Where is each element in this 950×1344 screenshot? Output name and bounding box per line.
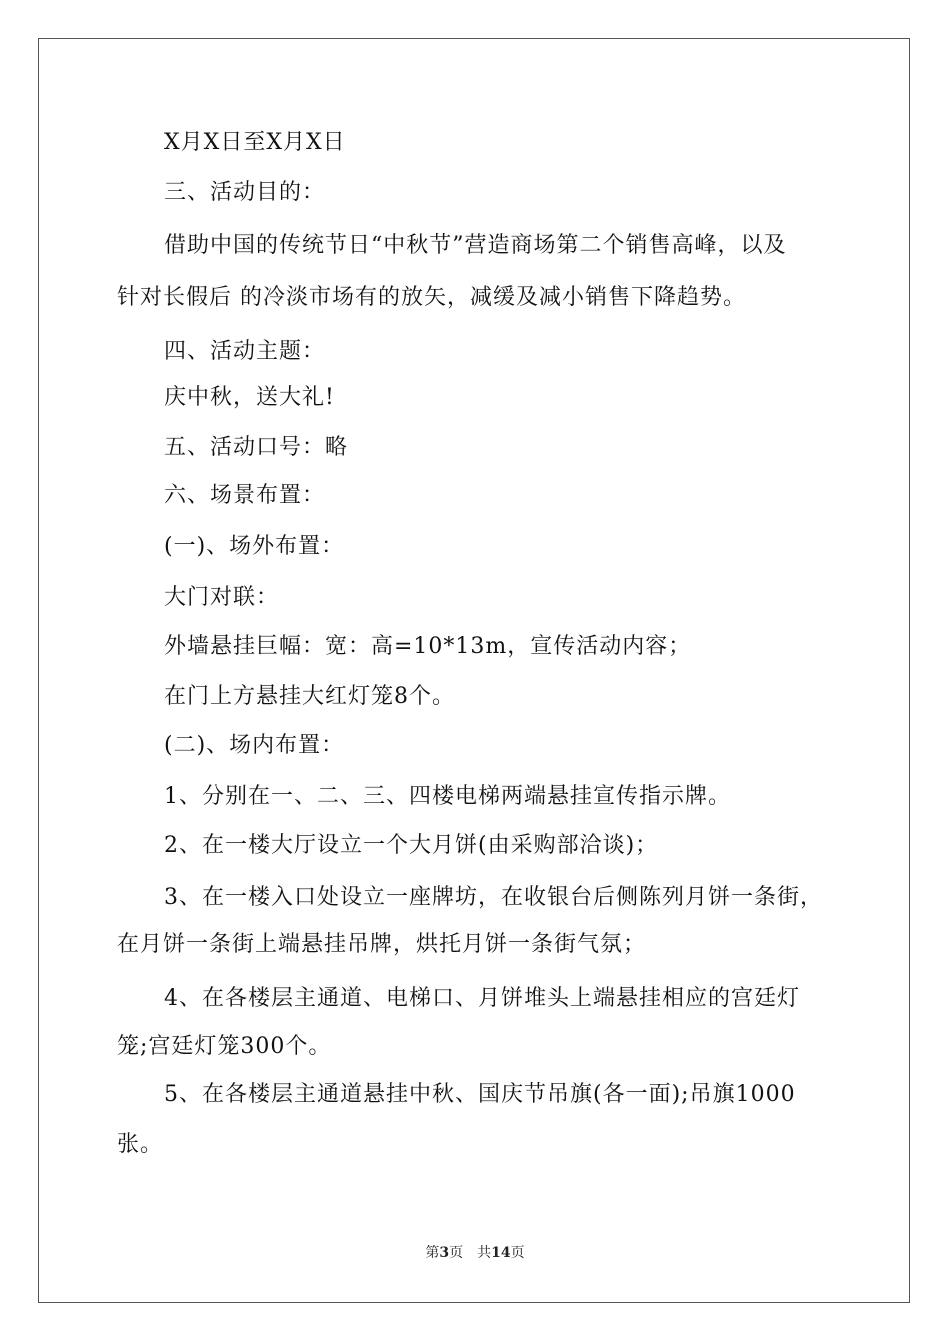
list-item: 5、在各楼层主通道悬挂中秋、国庆节吊旗(各一面);吊旗1000 <box>164 1082 796 1107</box>
total-prefix: 共 <box>477 1245 492 1261</box>
page-border <box>38 38 910 1303</box>
list-item: 2、在一楼大厅设立一个大月饼(由采购部洽谈)； <box>164 833 659 858</box>
subsection-heading: (二)、场内布置： <box>164 733 345 758</box>
text-line: 大门对联： <box>164 585 280 610</box>
text-line: X月X日至X月X日 <box>164 130 346 155</box>
page-number: 3 <box>439 1245 450 1261</box>
text-line: 针对长假后 的冷淡市场有的放矢，减缓及减小销售下降趋势。 <box>117 285 746 310</box>
list-item: 3、在一楼入口处设立一座牌坊，在收银台后侧陈列月饼一条街， <box>164 885 823 910</box>
text-line: 外墙悬挂巨幅：宽：高=10*13m，宣传活动内容； <box>164 634 692 659</box>
section-heading: 四、活动主题： <box>164 339 326 364</box>
page-prefix: 第 <box>425 1245 440 1261</box>
text-line: 庆中秋，送大礼! <box>164 385 335 410</box>
list-item-continuation: 在月饼一条街上端悬挂吊牌，烘托月饼一条街气氛； <box>117 932 647 957</box>
list-item: 1、分别在一、二、三、四楼电梯两端悬挂宣传指示牌。 <box>164 784 731 809</box>
section-heading: 六、场景布置： <box>164 483 326 508</box>
page-suffix: 页 <box>449 1245 464 1261</box>
section-heading: 五、活动口号：略 <box>164 435 349 460</box>
total-pages: 14 <box>491 1245 511 1261</box>
total-suffix: 页 <box>510 1245 525 1261</box>
page-footer <box>0 1243 950 1263</box>
list-item-continuation: 张。 <box>117 1132 164 1157</box>
text-line: 在门上方悬挂大红灯笼8个。 <box>164 684 455 709</box>
list-item-continuation: 笼;宫廷灯笼300个。 <box>117 1034 332 1059</box>
section-heading: 三、活动目的： <box>164 180 326 205</box>
subsection-heading: (一)、场外布置： <box>164 534 345 559</box>
list-item: 4、在各楼层主通道、电梯口、月饼堆头上端悬挂相应的宫廷灯 <box>164 986 800 1011</box>
text-line: 借助中国的传统节日“中秋节”营造商场第二个销售高峰，以及 <box>164 233 787 258</box>
